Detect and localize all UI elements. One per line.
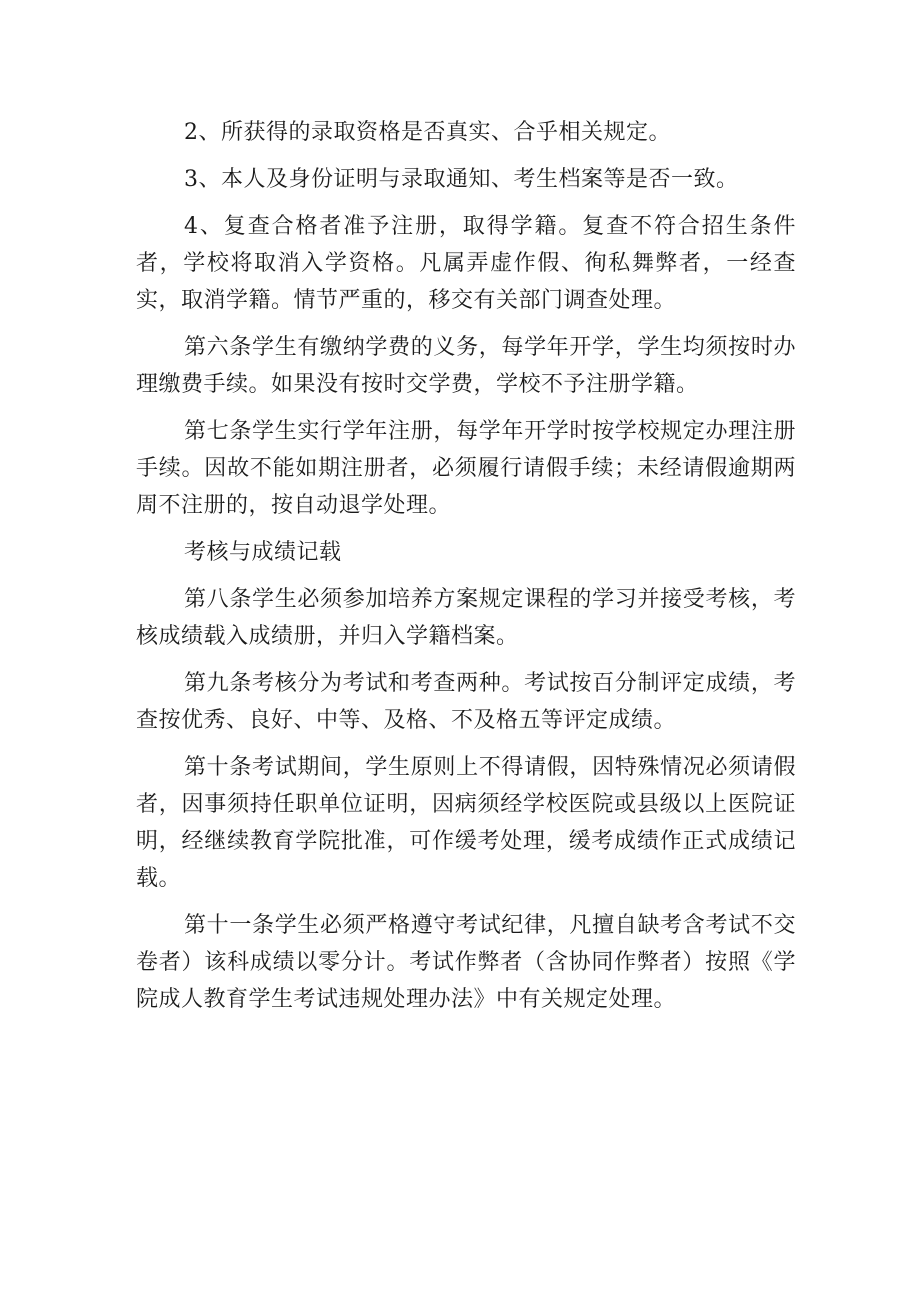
paragraph-article-8: 第八条学生必须参加培养方案规定课程的学习并接受考核，考核成绩载入成绩册，并归入学籍档案。 <box>136 587 796 649</box>
paragraph-item-3: 3、本人及身份证明与录取通知、考生档案等是否一致。 <box>184 167 739 192</box>
paragraph-article-11: 第十一条学生必须严格遵守考试纪律，凡擅自缺考含考试不交卷者）该科成绩以零分计。考试作弊者（含协同作弊者）按照《学院成人教育学生考试违规处理办法》中有关规定处理。 <box>136 913 796 1012</box>
paragraph-article-10: 第十条考试期间，学生原则上不得请假，因特殊情况必须请假者，因事须持任职单位证明，因病须经学校医院或县级以上医院证明，经继续教育学院批准，可作缓考处理，缓考成绩作正式成绩记载。 <box>136 755 796 891</box>
paragraph-item-2: 2、所获得的录取资格是否真实、合乎相关规定。 <box>184 120 671 145</box>
section-heading-assessment: 考核与成绩记载 <box>184 540 342 565</box>
paragraph-article-9: 第九条考核分为考试和考查两种。考试按百分制评定成绩，考查按优秀、良好、中等、及格、不及格五等评定成绩。 <box>136 671 796 733</box>
document-page <box>136 114 796 1028</box>
paragraph-article-6: 第六条学生有缴纳学费的义务，每学年开学，学生均须按时办理缴费手续。如果没有按时交学费，学校不予注册学籍。 <box>136 335 796 397</box>
paragraph-item-4: 4、复查合格者准予注册，取得学籍。复查不符合招生条件者，学校将取消入学资格。凡属弄虚作假、徇私舞弊者，一经查实，取消学籍。情节严重的，移交有关部门调查处理。 <box>136 214 796 313</box>
paragraph-article-7: 第七条学生实行学年注册，每学年开学时按学校规定办理注册手续。因故不能如期注册者，必须履行请假手续；未经请假逾期两周不注册的，按自动退学处理。 <box>136 419 796 518</box>
